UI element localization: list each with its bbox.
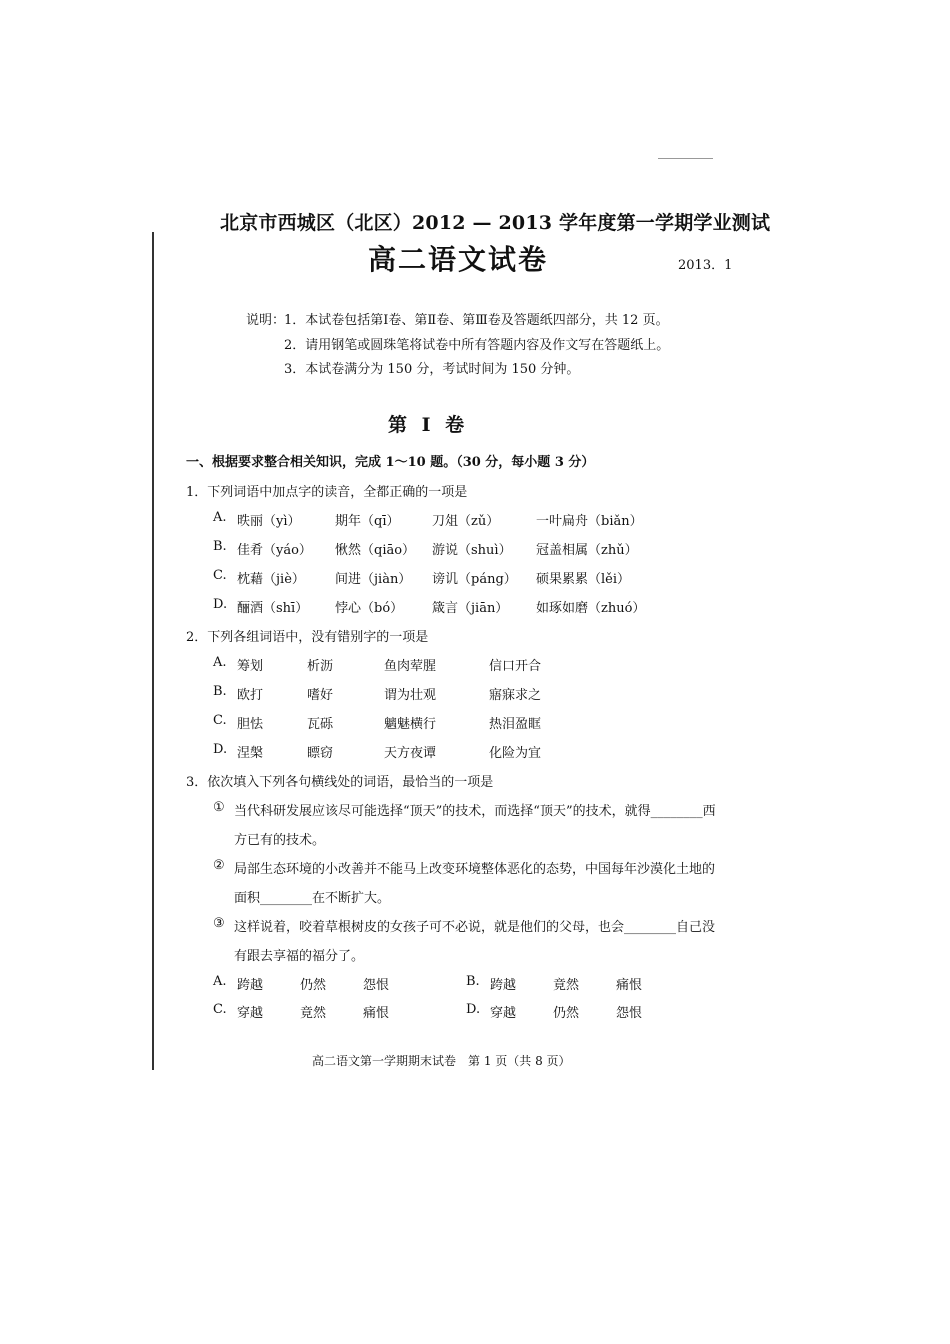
option-item: 佳肴（yáo） bbox=[237, 543, 312, 558]
part-heading: 一、根据要求整合相关知识，完成 1～10 题。（30 分，每小题 3 分） bbox=[186, 455, 595, 470]
option-item: 酾酒（shī） bbox=[237, 601, 309, 616]
option-item: 穿越 bbox=[237, 1006, 264, 1021]
option-item: 热泪盈眶 bbox=[489, 717, 542, 732]
sentence-line: 面积________在不断扩大。 bbox=[234, 891, 391, 906]
option-item: 胆怯 bbox=[237, 717, 264, 732]
option-item: 竟然 bbox=[300, 1006, 327, 1021]
option-item: 痛恨 bbox=[616, 978, 643, 993]
option-item: 瓦砾 bbox=[307, 717, 334, 732]
option-item: 穿越 bbox=[490, 1006, 517, 1021]
sentence-line: 这样说着，咬着草根树皮的女孩子可不必说，就是他们的父母，也会________自己没 bbox=[234, 920, 716, 935]
exam-date: 2013．1 bbox=[678, 258, 733, 273]
option-item: 箴言（jiān） bbox=[432, 601, 509, 616]
option-label: B. bbox=[466, 974, 480, 989]
option-item: 寤寐求之 bbox=[489, 688, 542, 703]
option-label: C. bbox=[213, 568, 227, 583]
notes-label: 说明： bbox=[246, 313, 286, 328]
option-label: D. bbox=[213, 742, 228, 757]
option-item: 仍然 bbox=[300, 978, 327, 993]
exam-title: 高二语文试卷 bbox=[368, 243, 549, 276]
option-item: 欧打 bbox=[237, 688, 264, 703]
option-label: D. bbox=[213, 597, 228, 612]
option-label: A. bbox=[213, 655, 227, 670]
option-item: 谓为壮观 bbox=[384, 688, 437, 703]
option-item: 期年（qī） bbox=[335, 514, 400, 529]
option-item: 游说（shuì） bbox=[432, 543, 512, 558]
option-item: 化险为宜 bbox=[489, 746, 542, 761]
margin-line bbox=[152, 232, 154, 1070]
note-item: 1．本试卷包括第Ⅰ卷、第Ⅱ卷、第Ⅲ卷及答题纸四部分，共 12 页。 bbox=[284, 313, 669, 328]
option-label: C. bbox=[213, 1002, 227, 1017]
option-item: 筹划 bbox=[237, 659, 264, 674]
question-2-stem: 2．下列各组词语中，没有错别字的一项是 bbox=[186, 630, 429, 645]
note-item: 2．请用钢笔或圆珠笔将试卷中所有答题内容及作文写在答题纸上。 bbox=[284, 338, 670, 353]
option-item: 怨恨 bbox=[363, 978, 390, 993]
sentence-line: 有跟去享福的福分了。 bbox=[234, 949, 365, 964]
note-item: 3．本试卷满分为 150 分，考试时间为 150 分钟。 bbox=[284, 362, 580, 377]
option-label: B. bbox=[213, 539, 227, 554]
exam-subtitle: 北京市西城区（北区）2012 — 2013 学年度第一学期学业测试 bbox=[220, 212, 771, 234]
option-item: 鱼肉荤腥 bbox=[384, 659, 437, 674]
option-item: 竟然 bbox=[553, 978, 580, 993]
sentence-line: 方已有的技术。 bbox=[234, 833, 326, 848]
option-item: 痛恨 bbox=[363, 1006, 390, 1021]
scan-speck bbox=[658, 158, 713, 159]
option-label: B. bbox=[213, 684, 227, 699]
option-label: A. bbox=[213, 510, 227, 525]
option-item: 悖心（bó） bbox=[335, 601, 404, 616]
option-label: A. bbox=[213, 974, 227, 989]
sentence-number: ③ bbox=[213, 916, 225, 931]
option-label: D. bbox=[466, 1002, 481, 1017]
option-item: 枕藉（jiè） bbox=[237, 572, 305, 587]
option-item: 瞟窃 bbox=[307, 746, 334, 761]
option-item: 愀然（qiāo） bbox=[335, 543, 416, 558]
option-item: 谤讥（páng） bbox=[432, 572, 517, 587]
sentence-line: 局部生态环境的小改善并不能马上改变环境整体恶化的态势，中国每年沙漠化土地的 bbox=[234, 862, 716, 877]
section-title: 第 Ⅰ 卷 bbox=[388, 414, 469, 436]
sentence-line: 当代科研发展应该尽可能选择“顶天”的技术，而选择“顶天”的技术，就得________西 bbox=[234, 804, 716, 819]
option-label: C. bbox=[213, 713, 227, 728]
option-item: 析沥 bbox=[307, 659, 334, 674]
option-item: 天方夜谭 bbox=[384, 746, 437, 761]
option-item: 间进（jiàn） bbox=[335, 572, 412, 587]
question-3-stem: 3．依次填入下列各句横线处的词语，最恰当的一项是 bbox=[186, 775, 494, 790]
option-item: 魑魅横行 bbox=[384, 717, 437, 732]
question-1-stem: 1．下列词语中加点字的读音，全都正确的一项是 bbox=[186, 485, 468, 500]
option-item: 信口开合 bbox=[489, 659, 542, 674]
option-item: 如琢如磨（zhuó） bbox=[536, 601, 646, 616]
option-item: 昳丽（yì） bbox=[237, 514, 301, 529]
sentence-number: ① bbox=[213, 800, 225, 815]
option-item: 嗜好 bbox=[307, 688, 334, 703]
option-item: 涅槃 bbox=[237, 746, 264, 761]
option-item: 跨越 bbox=[490, 978, 517, 993]
option-item: 一叶扁舟（biǎn） bbox=[536, 514, 643, 529]
option-item: 刀俎（zǔ） bbox=[432, 514, 500, 529]
sentence-number: ② bbox=[213, 858, 225, 873]
option-item: 跨越 bbox=[237, 978, 264, 993]
page-footer: 高二语文第一学期期末试卷 第 1 页（共 8 页） bbox=[312, 1054, 571, 1068]
option-item: 冠盖相属（zhǔ） bbox=[536, 543, 638, 558]
option-item: 仍然 bbox=[553, 1006, 580, 1021]
option-item: 怨恨 bbox=[616, 1006, 643, 1021]
option-item: 硕果累累（lěi） bbox=[536, 572, 631, 587]
